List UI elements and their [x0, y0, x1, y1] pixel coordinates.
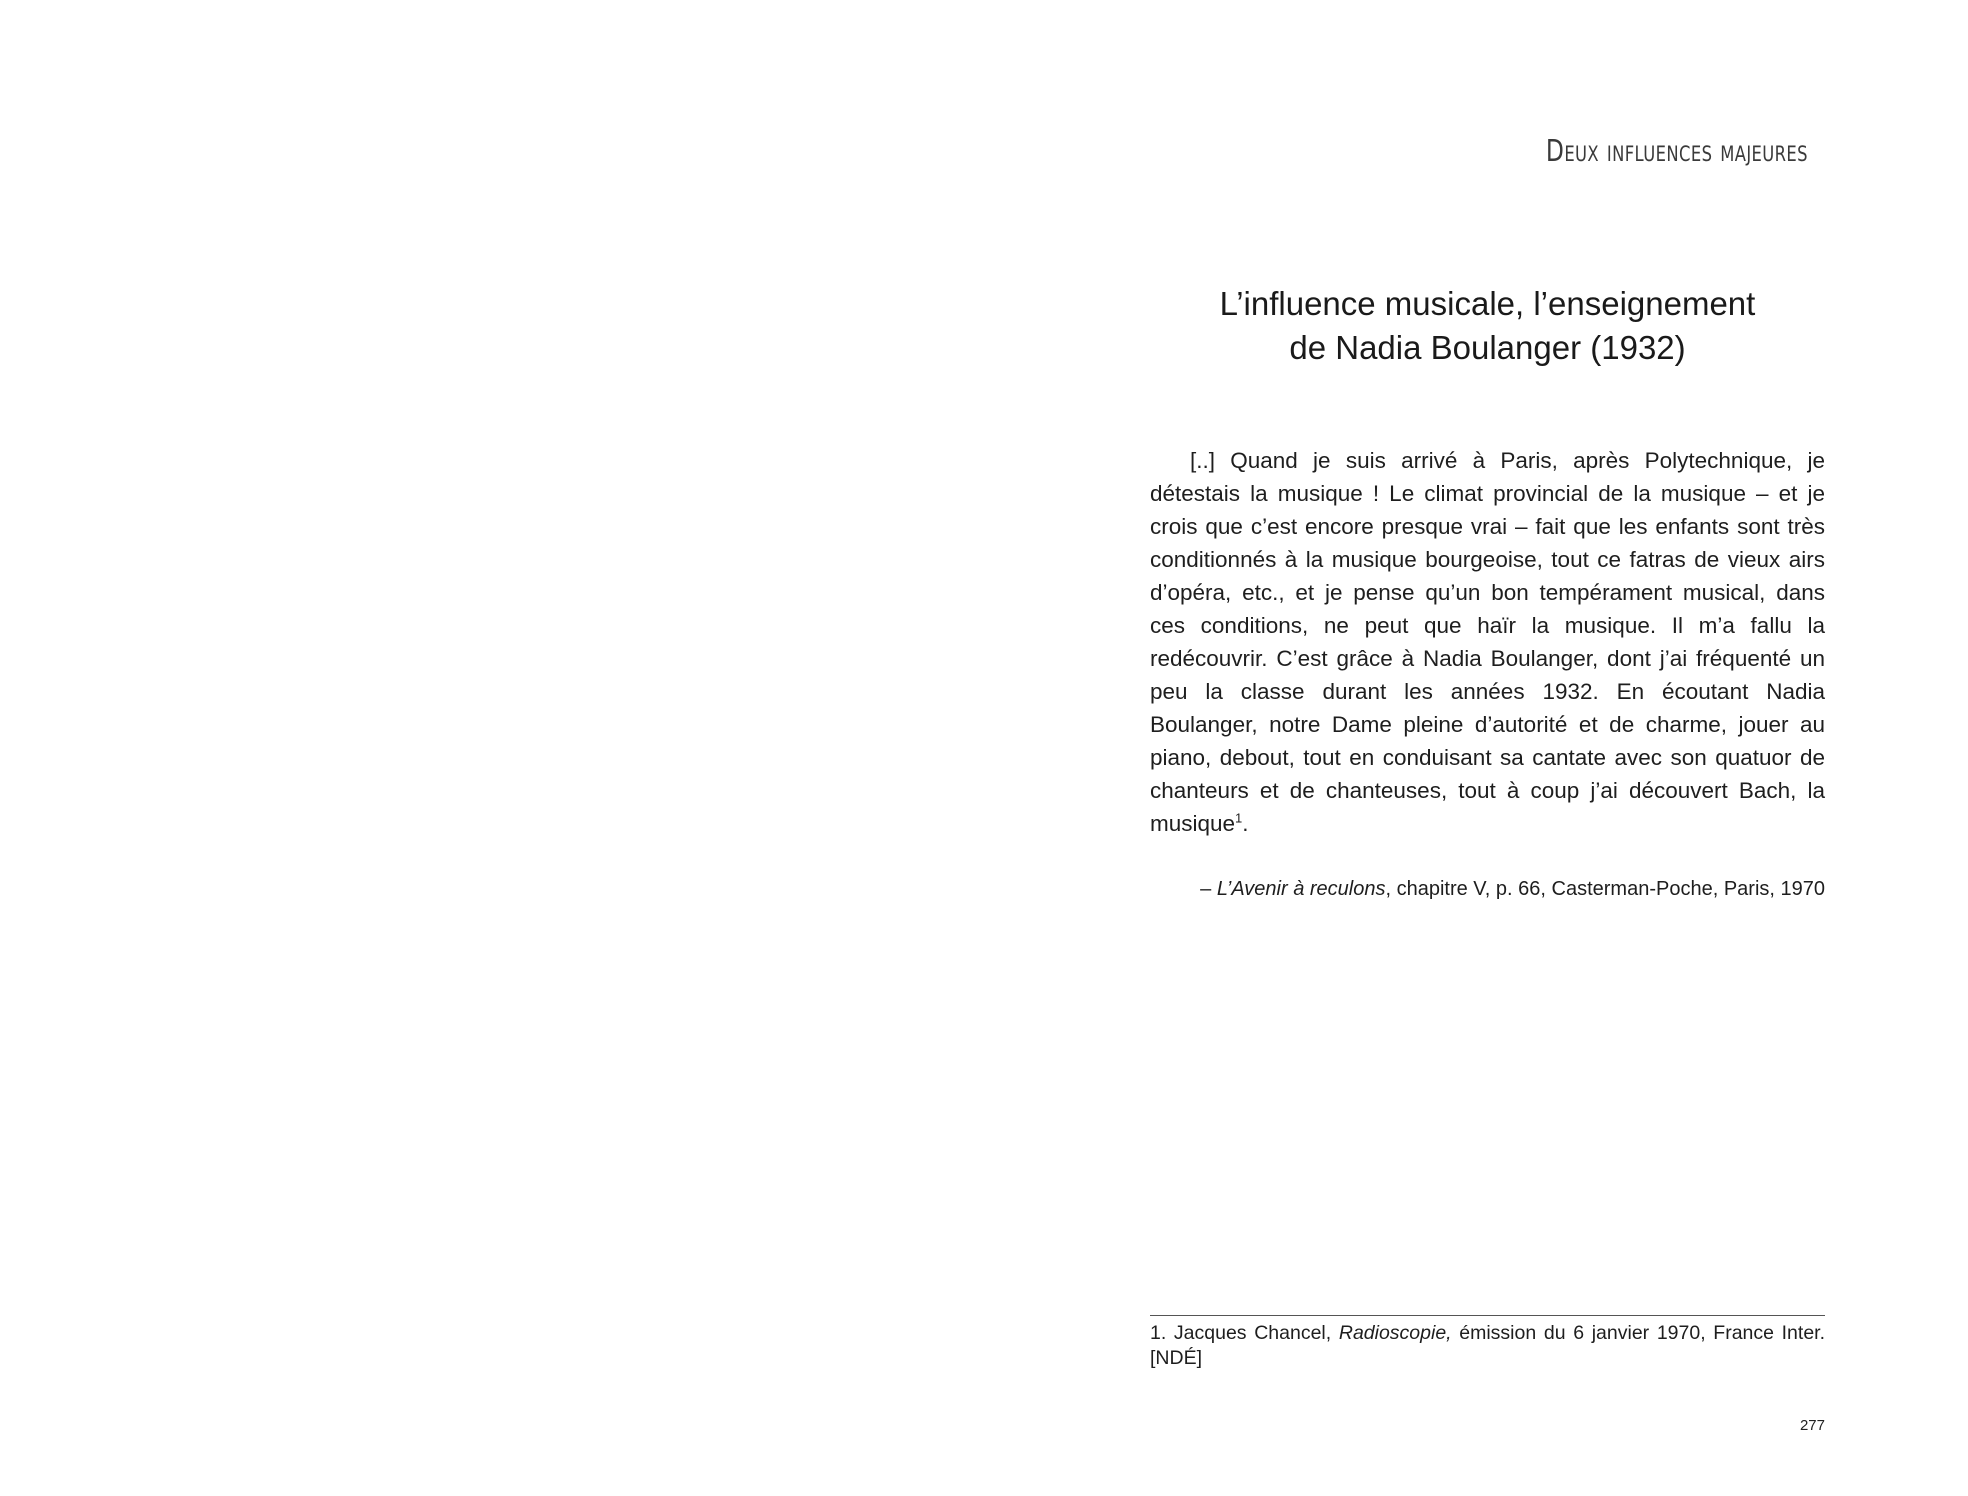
chapter-title-line-1: L’influence musicale, l’enseignement	[1219, 285, 1756, 322]
footnote-reference: 1	[1235, 810, 1243, 826]
source-details: , chapitre V, p. 66, Casterman-Poche, Paris, 1970	[1385, 878, 1825, 900]
footnote-details: émission du 6 janvier 1970, France Inter. [NDÉ]	[1150, 1322, 1826, 1369]
quote-text: [..] Quand je suis arrivé à Paris, après Polytechnique, je détestais la musique ! Le climat provincial de la musique – et je crois que c’est encore presque vrai – fait que les enfants sont très conditionnés à la musique bourgeoise, tout ce fatras de vieux airs d’opéra, etc., et je pense qu’un bon tempérament musical, dans ces conditions, ne peut que haïr la musique. Il m’a fallu la redécouvrir. C’est grâce à Nadia Boulanger, dont j’ai fréquenté un peu la classe durant les années 1932. En écoutant Nadia Boulanger, notre Dame pleine d’autorité et de charme, jouer au piano, debout, tout en conduisant sa cantate avec son quatuor de chanteurs et de chanteuses, tout à coup j’ai découvert Bach, la musique	[1150, 448, 1825, 836]
right-page	[984, 0, 1968, 1496]
source-dash: –	[1200, 878, 1217, 900]
running-head: Deux influences majeures	[1545, 134, 1808, 169]
chapter-title	[1150, 282, 1825, 370]
footnote	[1150, 1321, 1825, 1371]
source-citation	[1200, 878, 1825, 901]
source-title: L’Avenir à reculons	[1216, 878, 1386, 900]
footnote-divider	[1150, 1315, 1825, 1316]
chapter-title-line-2: de Nadia Boulanger (1932)	[1289, 329, 1686, 366]
quote-paragraph	[1150, 444, 1825, 840]
footnote-prefix: 1. Jacques Chancel,	[1150, 1322, 1339, 1344]
page-number: 277	[1799, 1417, 1825, 1434]
footnote-title: Radioscopie,	[1338, 1322, 1452, 1344]
quote-end: .	[1242, 811, 1249, 836]
